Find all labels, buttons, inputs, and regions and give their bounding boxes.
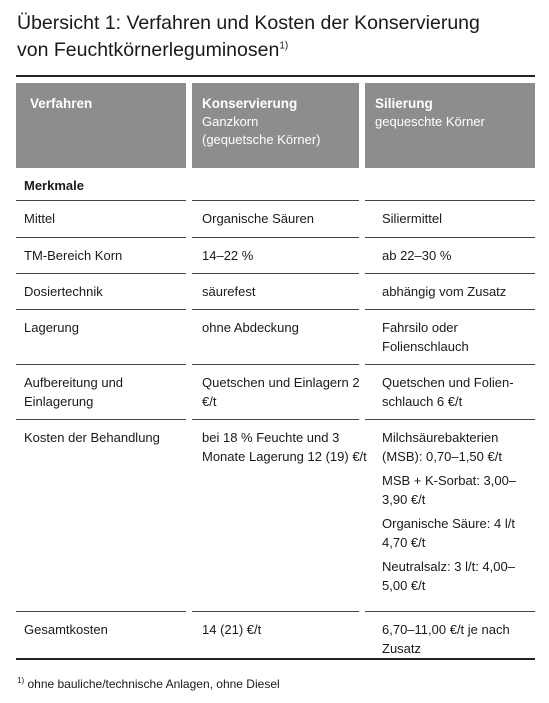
footnote-text: ohne bauliche/technische Anlagen, ohne Diesel <box>27 677 280 691</box>
cell-silierung-text: Milchsäurebakterien (MSB): 0,70–1,50 €/t <box>382 430 502 464</box>
row-separator-3 <box>365 200 535 201</box>
header-col-konservierung <box>192 83 359 168</box>
cell-merkmal: Kosten der Behandlung <box>24 430 160 445</box>
cell-konservierung-text: Organische Säuren <box>202 211 315 226</box>
table-bottom-rule <box>16 658 535 660</box>
title-line-2: von Feuchtkörnerleguminosen <box>17 39 280 61</box>
cell-silierung <box>382 374 532 417</box>
header-col2-sub2: (gequetsche Körner) <box>202 132 321 147</box>
cell-merkmal: Lagerung <box>24 320 79 335</box>
row-separator-3 <box>365 419 535 420</box>
row-separator-3 <box>365 611 535 612</box>
cell-konservierung <box>202 283 367 308</box>
header-col-verfahren <box>16 83 186 168</box>
cell-konservierung <box>202 247 367 272</box>
cell-merkmal: Dosiertechnik <box>24 284 103 299</box>
row-separator-3 <box>365 364 535 365</box>
title-line-1: Übersicht 1: Verfahren und Kosten der Konservierung <box>17 12 480 34</box>
row-separator-2 <box>192 309 359 310</box>
cell-konservierung-text: ohne Abdeckung <box>202 320 299 335</box>
row-separator-1 <box>16 611 186 612</box>
cell-konservierung <box>202 429 367 472</box>
row-separator-2 <box>192 611 359 612</box>
header-col3-sub: gequeschte Körner <box>375 114 485 129</box>
cell-silierung <box>382 247 532 272</box>
cell-konservierung <box>202 374 367 417</box>
row-separator-2 <box>192 364 359 365</box>
cell-silierung <box>382 319 532 362</box>
row-separator-2 <box>192 200 359 201</box>
cell-silierung-text: abhängig vom Zusatz <box>382 284 507 299</box>
cell-konservierung-text: 14–22 % <box>202 248 254 263</box>
header-col3-title: Silierung <box>375 96 433 111</box>
header-col2-title: Konservierung <box>202 96 298 111</box>
cell-merkmal: Gesamtkosten <box>24 622 108 637</box>
cell-silierung-text: Siliermittel <box>382 211 442 226</box>
cell-silierung-text: Fahrsilo oder Folienschlauch <box>382 320 469 354</box>
cell-merkmal: Mittel <box>24 211 56 226</box>
row-separator-3 <box>365 237 535 238</box>
page-title <box>17 10 537 64</box>
cell-silierung-text: MSB + K-Sorbat: 3,00–3,90 €/t <box>382 473 517 507</box>
row-separator-1 <box>16 364 186 365</box>
title-footnote-mark: 1) <box>279 40 289 52</box>
row-separator-2 <box>192 237 359 238</box>
cell-konservierung-text: säurefest <box>202 284 256 299</box>
cell-merkmal: Aufbereitung und Einlagerung <box>24 375 124 409</box>
header-col-silierung <box>365 83 535 168</box>
cell-konservierung <box>202 621 367 646</box>
row-separator-2 <box>192 419 359 420</box>
cell-merkmal: TM-Bereich Korn <box>24 248 123 263</box>
cell-silierung-text: Neutralsalz: 3 l/t: 4,00–5,00 €/t <box>382 559 515 593</box>
cell-silierung <box>382 283 532 308</box>
cell-konservierung-text: Quetschen und Einlagern 2 €/t <box>202 375 360 409</box>
cell-konservierung <box>202 319 367 344</box>
table-top-rule <box>16 75 535 77</box>
row-separator-1 <box>16 309 186 310</box>
cell-silierung <box>382 429 532 601</box>
section-label-merkmale: Merkmale <box>24 178 84 193</box>
footnote-mark: 1) <box>17 676 25 685</box>
cell-konservierung <box>202 210 367 235</box>
cell-silierung-text: Quetschen und Folien-schlauch 6 €/t <box>382 375 514 409</box>
row-separator-1 <box>16 200 186 201</box>
row-separator-1 <box>16 273 186 274</box>
row-separator-2 <box>192 273 359 274</box>
row-separator-1 <box>16 419 186 420</box>
row-separator-3 <box>365 273 535 274</box>
cell-konservierung-text: 14 (21) €/t <box>202 622 262 637</box>
header-col1-title: Verfahren <box>30 96 93 111</box>
footnote <box>17 677 280 691</box>
header-col2-sub1: Ganzkorn <box>202 114 259 129</box>
cell-silierung-text: Organische Säure: 4 l/t 4,70 €/t <box>382 516 515 550</box>
cell-silierung <box>382 210 532 235</box>
row-separator-1 <box>16 237 186 238</box>
cell-silierung-text: 6,70–11,00 €/t je nach Zusatz <box>382 622 510 656</box>
cell-konservierung-text: bei 18 % Feuchte und 3 Monate Lagerung 12 (19) €/t <box>202 430 367 464</box>
cell-silierung-text: ab 22–30 % <box>382 248 452 263</box>
row-separator-3 <box>365 309 535 310</box>
